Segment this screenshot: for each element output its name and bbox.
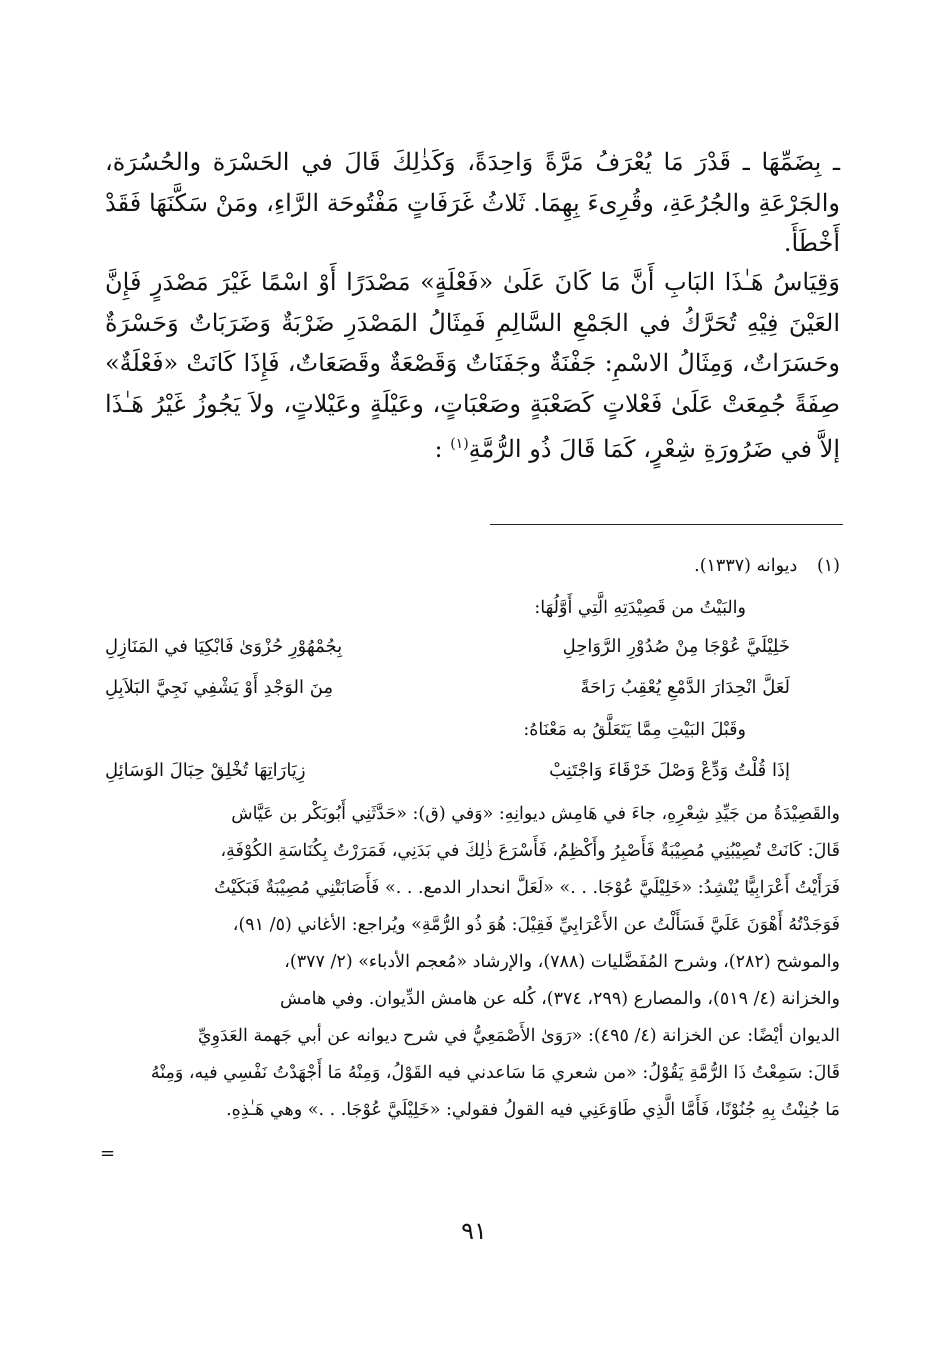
main-text-paragraph-1 (105, 142, 840, 264)
footnote-line: والموشح (٢٨٢)، وشرح المُفَضَّليات (٧٨٨)، والإرشاد «مُعجم الأدباء» (٢/ ٣٧٧)، (284, 952, 840, 972)
footnote-reference: (١) (450, 436, 469, 452)
poem-verse-1 (105, 632, 790, 662)
footnote-continuation-mark: = (100, 1143, 116, 1164)
verse-first-hemistich: خَلِيْلَيَّ عُوْجَا مِنْ صُدُوْرِ الرَّوَاحِلِ (562, 636, 790, 657)
footnote-line: مَا جُنِنْتُ بِهِ جُنُوْنًا، فَأَمَّا الَّذِي طَاوَعَنِي فيه القولُ فقولي: «خَلِيْلَيَّ عُوْجَا. . .» وهي هَـٰذِهِ. (226, 1100, 840, 1120)
footnote-number: (١) (816, 556, 840, 576)
poem-verse-3 (105, 756, 790, 786)
footnote-line: والقَصِيْدَةُ من جَيِّدِ شِعْرِهِ، جاءَ في هَامِش ديوانِهِ: «وَفي (ق): «حَدَّثَنِي أَبُوبَكْر بن عَيَّاش (231, 804, 840, 824)
paragraph-body: وَقِيَاسُ هَـٰذَا البَابِ أَنَّ مَا كَانَ عَلَىٰ «فَعْلَةٍ» مَصْدَرًا أَوْ اسْمًا غَيْرَ مَصْدَرٍ فَإِنَّ العَيْنَ فِيْهِ تُحَرَّكُ في الجَمْعِ السَّالِمِ فَمِثَالُ المَصْدَرِ ضَرْبَةٌ وَضَرَبَاتٌ وَحَسْرَةٌ وحَسَرَاتٌ، وَمِثَالُ الاسْمِ: جَفْنَةٌ وجَفَنَاتٌ وَقَصْعَةٌ وقَصَعَاتٌ، فَإِذَا كَانَتْ «فَعْلَةٌ» صِفَةً جُمِعَتْ عَلَىٰ فَعْلاتٍ كَصَعْبَةٍ وصَعْبَاتٍ، وعَيْلَةٍ وعَيْلاتٍ، ولاَ يَجُوزُ غَيْرُ هَـٰذَا إلاَّ في ضَرُورَةِ شِعْرٍ، كَمَا قَالَ ذُو الرُّمَّةِ (105, 268, 840, 463)
footnote-commentary (105, 796, 840, 1129)
footnote-poem-intro: والبَيْتُ من قَصِيْدَتِهِ الَّتِي أَوَّلُهَا: (534, 598, 746, 618)
paragraph-text: ـ بِضَمِّهَا ـ قَدْرَ مَا يُعْرَفُ مَرَّةً وَاحِدَةً، وَكَذٰلِكَ قَالَ في الحَسْرَة والحُسُرَة، والجَرْعَةِ والجُرُعَةِ، وقُرِىءَ بِهِمَا. ثَلاثُ غَرَفَاتٍ مَفْتُوحَة الرَّاءِ، ومَنْ سَكَّنَهَا فَقَدْ أَخْطَأَ. (105, 148, 840, 257)
verse-second-hemistich: بِجُمْهُوْرِ حُزْوَىٰ فَابْكِيَا في المَنَازِلِ (105, 636, 343, 657)
footnote-preceding-verse-intro: وقَبْلَ البَيْتِ مِمَّا يَتَعَلَّقُ به مَعْنَاهُ: (523, 720, 746, 740)
verse-first-hemistich: إذَا قُلْتُ وَدِّعْ وَصْلَ خَرْقَاءَ وَاجْتَنِبْ (549, 760, 790, 781)
footnote-line: والخزانة (٤/ ٥١٩)، والمصارع (٢٩٩، ٣٧٤)، كُله عن هامش الدِّيوان. وفي هامش (280, 989, 840, 1009)
footnote-line: الديوان أيْضًا: عن الخزانة (٤/ ٤٩٥): «رَوَىٰ الأَصْمَعِيُّ في شرح ديوانه عن أبي جَهمة العَدَوِيِّ (197, 1026, 840, 1046)
verse-second-hemistich: زِيَارَاتِهَا تُخْلِقْ حِبَالَ الوَسَائِلِ (105, 760, 306, 781)
paragraph-end: : (434, 435, 451, 463)
footnote-line: قَالَ: سَمِعْتُ ذَا الرُّمَّةِ يَقُوْلُ: «من شعري مَا سَاعدني فيه القَوْلُ، وَمِنْهُ مَا أَجْهَدْتُ نَفْسِي فيه، وَمِنْهُ (150, 1063, 840, 1083)
footnote-line: فَرَأَيْتُ أَعْرَابِيًّا يُنْشِدُ: «خَلِيْلَيَّ عُوْجَا. . .» «لَعَلَّ انحدار الدمع. . .» فَأَصَابَتْنِي مُصِيْبَةٌ فَبَكَيْتُ (214, 878, 840, 898)
footnote-source: ديوانه (١٣٣٧). (694, 556, 798, 576)
footnote-line: فَوَجَدْتُهُ أَهْوَنَ عَلَيَّ فَسَأَلْتُ عن الأَعْرَابِيِّ فَقِيْلَ: هُوَ ذُو الرُّمَّةِ» ويُراجع: الأغاني (٥/ ٩١)، (232, 915, 840, 935)
verse-second-hemistich: مِنَ الوَجْدِ أَوْ يَشْفِي نَجِيَّ البَلاَبِلِ (105, 677, 334, 698)
page-number: ٩١ (461, 1217, 487, 1245)
footnote-heading (105, 551, 840, 581)
poem-verse-2 (105, 673, 790, 703)
footnote-line: قَالَ: كَانَتْ تُصِيْبُنِي مُصِيْبَةٌ فَأَصْبِرُ وأَكْظِمُ، فَأَسْرَعَ ذٰلِكَ في بَدَنِي، فَمَرَرْتُ بِكُنَاسَةِ الكُوْفَةِ، (220, 841, 840, 861)
paragraph-text (105, 262, 840, 470)
footnote-separator (490, 524, 843, 525)
main-text-paragraph-2 (105, 262, 840, 470)
verse-first-hemistich: لَعَلَّ انْحِدَارَ الدَّمْعِ يُعْقِبُ رَاحَةً (580, 677, 790, 698)
